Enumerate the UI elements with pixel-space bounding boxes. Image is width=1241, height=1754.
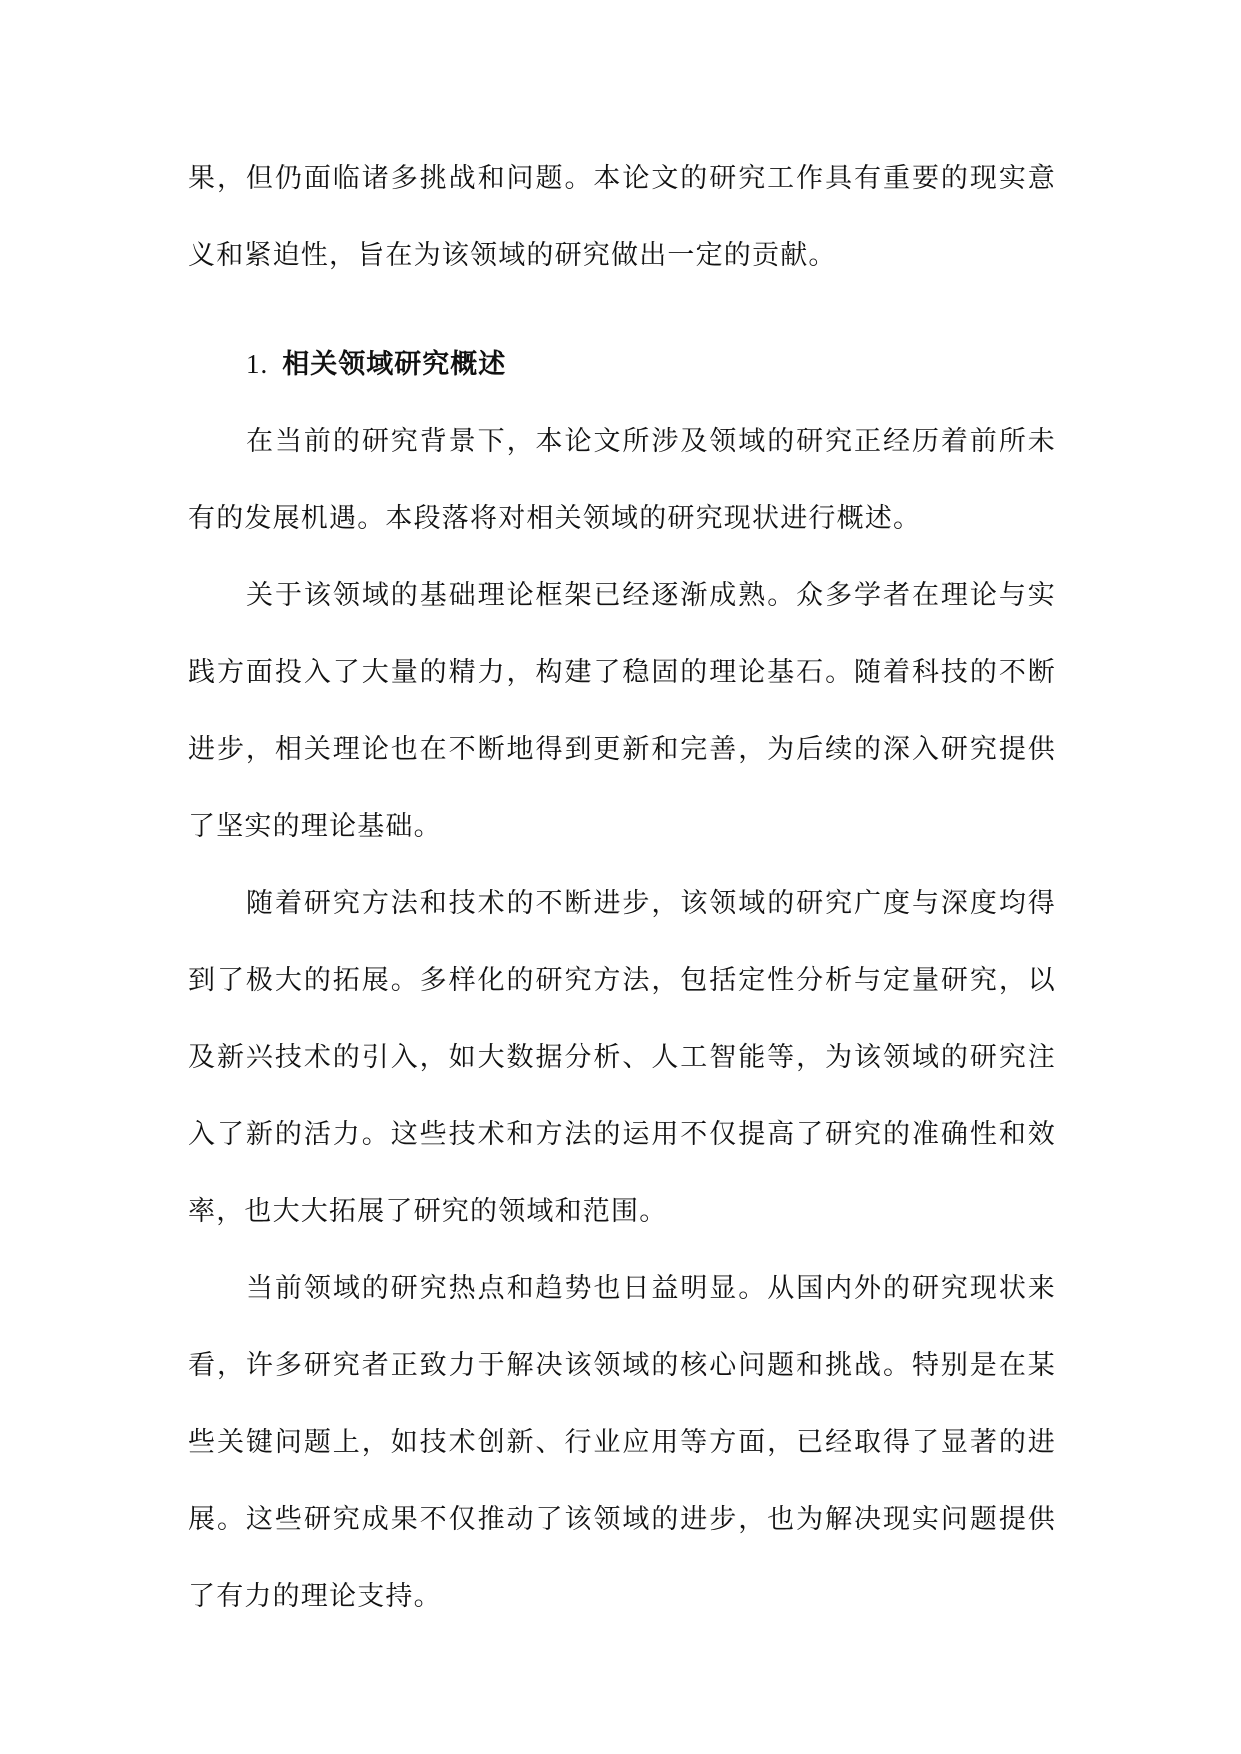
body-paragraph: 随着研究方法和技术的不断进步，该领域的研究广度与深度均得到了极大的拓展。多样化的研究方法，包括定性分析与定量研究，以及新兴技术的引入，如大数据分析、人工智能等，为该领域的研究注入了新的活力。这些技术和方法的运用不仅提高了研究的准确性和效率，也大大拓展了研究的领域和范围。: [188, 888, 1056, 1227]
section-heading: [188, 326, 1056, 403]
continuation-paragraph: 果，但仍面临诸多挑战和问题。本论文的研究工作具有重要的现实意义和紧迫性，旨在为该领域的研究做出一定的贡献。: [188, 163, 1056, 271]
body-paragraph: 在当前的研究背景下，本论文所涉及领域的研究正经历着前所未有的发展机遇。本段落将对相关领域的研究现状进行概述。: [188, 426, 1056, 534]
document-body: [188, 140, 1056, 1635]
section-number: 1.: [246, 349, 269, 379]
body-paragraph: 当前领域的研究热点和趋势也日益明显。从国内外的研究现状来看，许多研究者正致力于解决该领域的核心问题和挑战。特别是在某些关键问题上，如技术创新、行业应用等方面，已经取得了显著的进展。这些研究成果不仅推动了该领域的进步，也为解决现实问题提供了有力的理论支持。: [188, 1273, 1056, 1612]
body-paragraph: 关于该领域的基础理论框架已经逐渐成熟。众多学者在理论与实践方面投入了大量的精力，构建了稳固的理论基石。随着科技的不断进步，相关理论也在不断地得到更新和完善，为后续的深入研究提供了坚实的理论基础。: [188, 580, 1056, 842]
section-title: 相关领域研究概述: [282, 349, 507, 380]
